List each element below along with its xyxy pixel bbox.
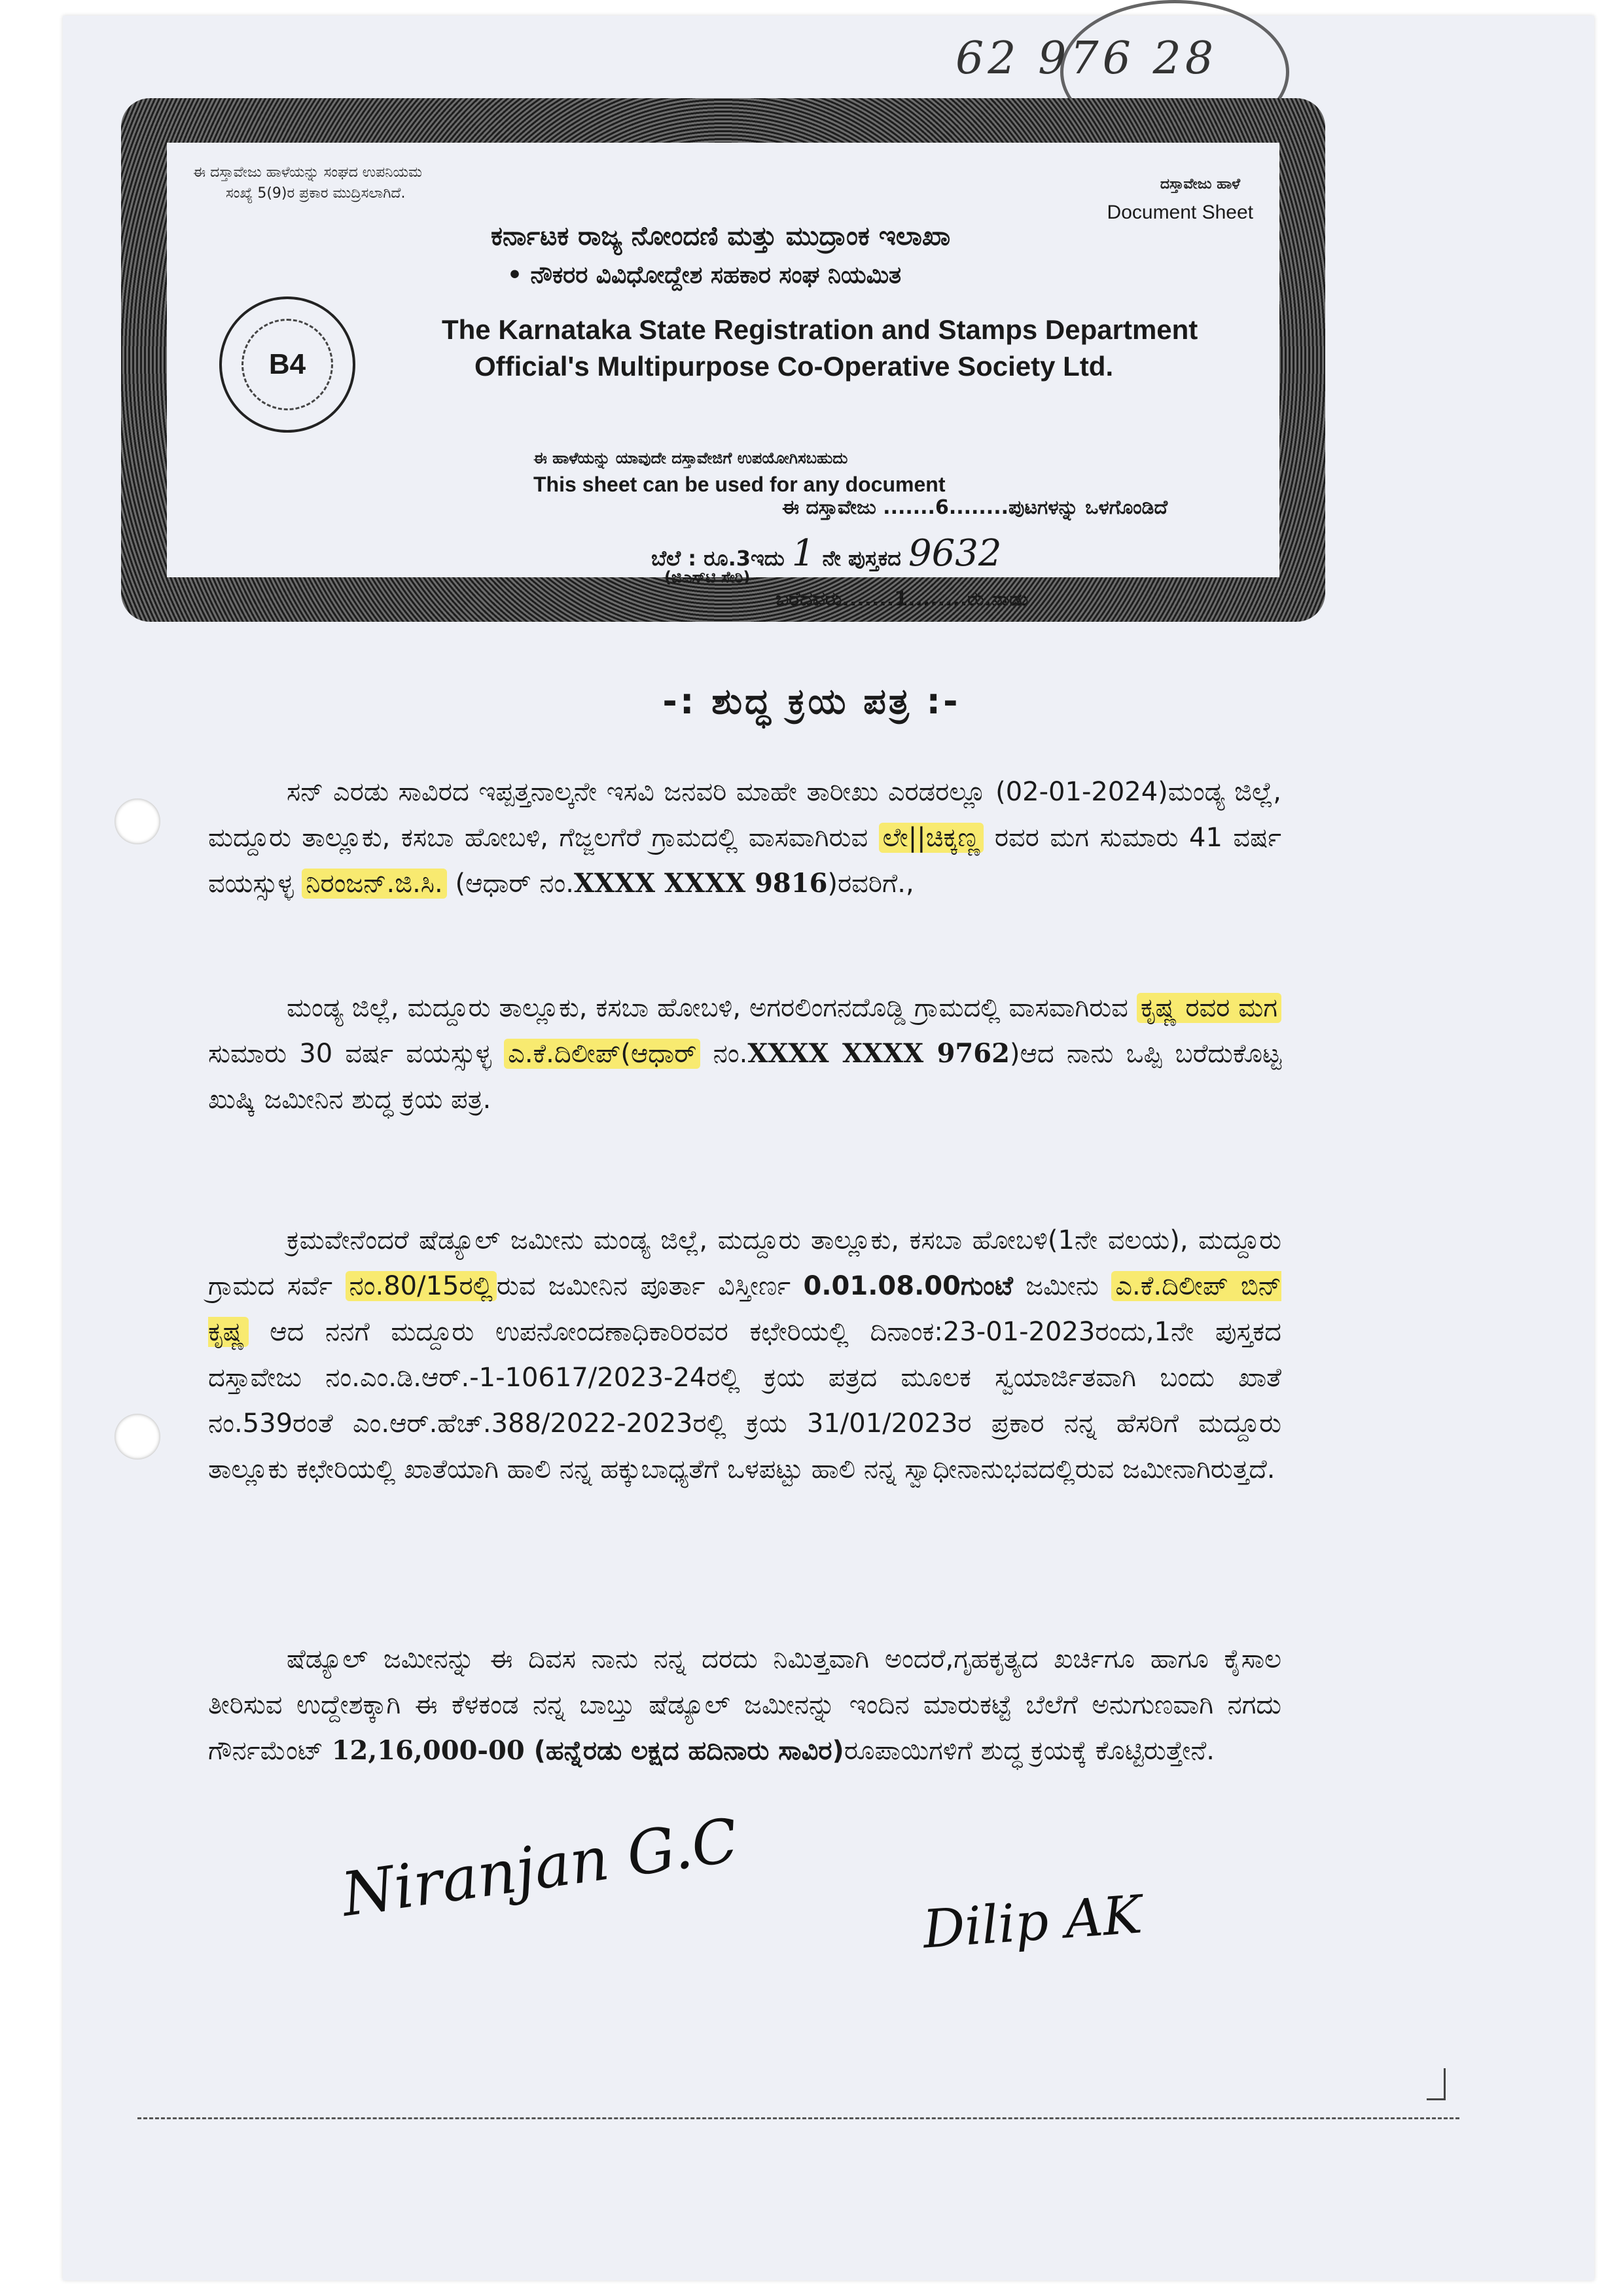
seller-signature: Dilip AK <box>921 1884 1144 1960</box>
book-label: ನೇ ಪುಸ್ತಕದ <box>822 546 901 571</box>
document-title: -: ಶುದ್ಧ ಕ್ರಯ ಪತ್ರ :- <box>662 681 961 722</box>
punch-hole-bottom <box>115 1414 160 1460</box>
price-mid: ಇದು <box>751 546 785 571</box>
b4-label: B4 <box>268 348 306 380</box>
corner-mark <box>1427 2068 1446 2100</box>
buyer-signature: Niranjan G.C <box>337 1805 743 1930</box>
highlight-seller-father: ಕೃಷ್ಣ ರವರ ಮಗ <box>1137 993 1281 1023</box>
doc-sheet-kn: ದಸ್ತಾವೇಜು ಹಾಳೆ <box>1160 176 1240 192</box>
handwritten-book-no: 9632 <box>908 532 1002 575</box>
highlight-seller-name: ಎ.ಕೆ.ದಿಲೀಪ್(ಆಧಾರ್ <box>504 1039 700 1069</box>
society-name-english: Official's Multipurpose Co-Operative Society Ltd. <box>474 351 1114 382</box>
dept-name-kannada: ಕರ್ನಾಟಕ ರಾಜ್ಯ ನೋಂದಣಿ ಮತ್ತು ಮುದ್ರಾಂಕ ಇಲಾಖಾ <box>491 221 951 251</box>
highlight-father-name: ಲೇ||ಚಿಕ್ಕಣ್ಣ <box>879 823 984 853</box>
paragraph-seller <box>208 985 1281 1122</box>
seller-aadhaar: XXXX XXXX 9762 <box>747 1038 1010 1069</box>
society-name-kannada: • ನೌಕರರ ವಿವಿಧೋದ್ದೇಶ ಸಹಕಾರ ಸಂಘ ನಿಯಮಿತ <box>507 262 902 289</box>
stamp-bylaw-note <box>193 162 422 204</box>
para2-text-c: ನಂ. <box>700 1039 748 1069</box>
bylaw-line-2: ಸಂಖ್ಯೆ 5(9)ರ ಪ್ರಕಾರ ಮುದ್ರಿಸಲಾಗಿದೆ. <box>226 185 406 202</box>
para1-text-c: (ಆಧಾರ್ ನಂ. <box>446 869 574 899</box>
price-label: ಬೆಲೆ : ರೂ.3 <box>651 546 751 571</box>
para2-text-b: ಸುಮಾರು 30 ವರ್ಷ ವಯಸ್ಸುಳ್ಳ <box>208 1039 505 1069</box>
stamp-paper-border <box>121 98 1325 622</box>
bylaw-line-1: ಈ ದಸ್ತಾವೇಜು ಹಾಳೆಯನ್ನು ಸಂಘದ ಉಪನಿಯಮ <box>193 164 422 181</box>
b4-ring <box>241 319 333 410</box>
para1-text-d: )ರವರಿಗೆ., <box>827 869 914 899</box>
dept-name-english: The Karnataka State Registration and Stamps Department <box>442 314 1198 345</box>
handwritten-page-no: 1 <box>791 532 815 575</box>
handwritten-number: 62 976 28 <box>955 33 1218 84</box>
punch-hole-top <box>115 798 160 844</box>
para4-text-a: ಷೆಡ್ಯೂಲ್ ಜಮೀನನ್ನು ಈ ದಿವಸ ನಾನು ನನ್ನ ದರದು ನಿಮಿತ್ತವಾಗಿ ಅಂದರೆ,ಗೃಹಕೃತ್ಯದ ಖರ್ಚಿಗೂ ಹಾಗೂ ಕೈಸಾಲ ತೀರಿಸುವ ಉದ್ದೇಶಕ್ಕಾಗಿ ಈ ಕೆಳಕಂಡ ನನ್ನ ಬಾಬ್ತು ಷೆಡ್ಯೂಲ್ ಜಮೀನನ್ನು ಇಂದಿನ ಮಾರುಕಟ್ಟೆ ಬೆಲೆಗೆ ಅನುಗುಣವಾಗಿ ನಗದು ಗೌರ್ನಮೆಂಟ್ <box>208 1644 1281 1766</box>
pages-line: ಈ ದಸ್ತಾವೇಜು .......6........ಪುಟಗಳನ್ನು ಒಳಗೊಂಡಿದೆ <box>782 496 1168 519</box>
para4-text-c: ರೂಪಾಯಿಗಳಿಗೆ ಶುದ್ಧ ಕ್ರಯಕ್ಕೆ ಕೊಟ್ಟಿರುತ್ತೇನೆ. <box>844 1736 1215 1766</box>
sale-amount: 12,16,000-00 <box>331 1735 525 1766</box>
paragraph-buyer <box>208 769 1281 906</box>
gst-note: (ಜಿಎಸ್‌ಟಿ ಸೇರಿ) <box>664 568 751 586</box>
para1-text-a: ಸನ್ ಎರಡು ಸಾವಿರದ ಇಪ್ಪತ್ತನಾಲ್ಕನೇ ಇಸವಿ ಜನವರಿ ಮಾಹೇ ತಾರೀಖು ಎರಡರಲ್ಲೂ (02-01-2024)ಮಂಡ್ಯ ಜಿಲ್ಲೆ, ಮದ್ದೂರು ತಾಲ್ಲೂಕು, ಕಸಬಾ ಹೋಬಳಿ, ಗೆಜ್ಜಲಗೆರೆ ಗ್ರಾಮದಲ್ಲಿ ವಾಸವಾಗಿರುವ <box>208 777 1281 853</box>
para2-text-d: )ಆದ ನಾನು ಒಪ್ಪಿ ಬರೆದುಕೊಟ್ಟ ಖುಷ್ಕಿ ಜಮೀನಿನ ಶುದ್ಧ ಕ್ರಯ ಪತ್ರ. <box>208 1039 1282 1115</box>
land-area: 0.01.08.00ಗುಂಟೆ <box>803 1271 1013 1301</box>
highlight-buyer-name: ನಿರಂಜನ್.ಜಿ.ಸಿ. <box>302 869 446 899</box>
page-divider <box>137 2117 1459 2119</box>
para3-text-a: ಕ್ರಮವೇನೆಂದರೆ ಷೆಡ್ಯೂಲ್ ಜಮೀನು ಮಂಡ್ಯ ಜಿಲ್ಲೆ, ಮದ್ದೂರು ತಾಲ್ಲೂಕು, ಕಸಬಾ ಹೋಬಳಿ(1ನೇ ವಲಯ), ಮದ್ದೂರು ಗ್ರಾಮದ ಸರ್ವೆ <box>208 1225 1281 1301</box>
society-kn-text: ನೌಕರರ ವಿವಿಧೋದ್ದೇಶ ಸಹಕಾರ ಸಂಘ ನಿಯಮಿತ <box>530 262 902 289</box>
para3-text-b: ರುವ ಜಮೀನಿನ ಪೂರ್ತಾ ವಿಸ್ತೀರ್ಣ <box>496 1271 804 1301</box>
b4-circle-stamp <box>219 296 355 433</box>
para3-text-c: ಜಮೀನು <box>1012 1271 1112 1301</box>
para1-text-b: ರವರ ಮಗ ಸುಮಾರು 41 ವರ್ಷ ವಯಸ್ಸುಳ್ಳ <box>208 823 1281 899</box>
highlight-owner-name: ಎ.ಕೆ.ದಿಲೀಪ್ ಬಿನ್ ಕೃಷ್ಣ <box>208 1271 1282 1347</box>
para2-text-a: ಮಂಡ್ಯ ಜಿಲ್ಲೆ, ಮದ್ದೂರು ತಾಲ್ಲೂಕು, ಕಸಬಾ ಹೋಬಳಿ, ಅಗರಲಿಂಗನದೊಡ್ಡಿ ಗ್ರಾಮದಲ್ಲಿ ವಾಸವಾಗಿರುವ <box>287 993 1137 1023</box>
stamp-paper-panel <box>167 143 1279 611</box>
usage-note-kannada: ಈ ಹಾಳೆಯನ್ನು ಯಾವುದೇ ದಸ್ತಾವೇಜಿಗೆ ಉಪಯೋಗಿಸಬಹುದು <box>533 449 848 467</box>
para3-text-d: ಆದ ನನಗೆ ಮದ್ದೂರು ಉಪನೋಂದಣಾಧಿಕಾರಿರವರ ಕಛೇರಿಯಲ್ಲಿ ದಿನಾಂಕ:23-01-2023ರಂದು,1ನೇ ಪುಸ್ತಕದ ದಸ್ತಾವೇಜು ನಂ.ಎಂ.ಡಿ.ಆರ್.-1-10617/2023-24ರಲ್ಲಿ ಕ್ರಯ ಪತ್ರದ ಮೂಲಕ ಸ್ವಯಾರ್ಜಿತವಾಗಿ ಬಂದು ಖಾತೆ ನಂ.539ರಂತೆ ಎಂ.ಆರ್.ಹೆಚ್.388/2022-2023ರಲ್ಲಿ ಕ್ರಯ 31/01/2023ರ ಪ್ರಕಾರ ನನ್ನ ಹೆಸರಿಗೆ ಮದ್ದೂರು ತಾಲ್ಲೂಕು ಕಛೇರಿಯಲ್ಲಿ ಖಾತೆಯಾಗಿ ಹಾಲಿ ನನ್ನ ಹಕ್ಕುಬಾಧ್ಯತೆಗೆ ಒಳಪಟ್ಟು ಹಾಲಿ ನನ್ನ ಸ್ವಾಧೀನಾನುಭವದಲ್ಲಿರುವ ಜಮೀನಾಗಿರುತ್ತದೆ. <box>208 1317 1281 1484</box>
highlight-survey-no: ನಂ.80/15ರಲ್ಲಿ <box>346 1271 497 1301</box>
buyer-aadhaar: XXXX XXXX 9816 <box>573 868 828 899</box>
usage-note-english: This sheet can be used for any document <box>533 473 946 496</box>
paragraph-property <box>208 1217 1281 1492</box>
paragraph-sale <box>208 1636 1281 1774</box>
doc-sheet-label: Document Sheet <box>1107 202 1253 223</box>
amount-in-words: (ಹನ್ನೆರಡು ಲಕ್ಷದ ಹದಿನಾರು ಸಾವಿರ) <box>524 1736 844 1766</box>
writer-line: ಬರೆದವರು.......1........ರು.ನಾಡು <box>776 588 1028 611</box>
